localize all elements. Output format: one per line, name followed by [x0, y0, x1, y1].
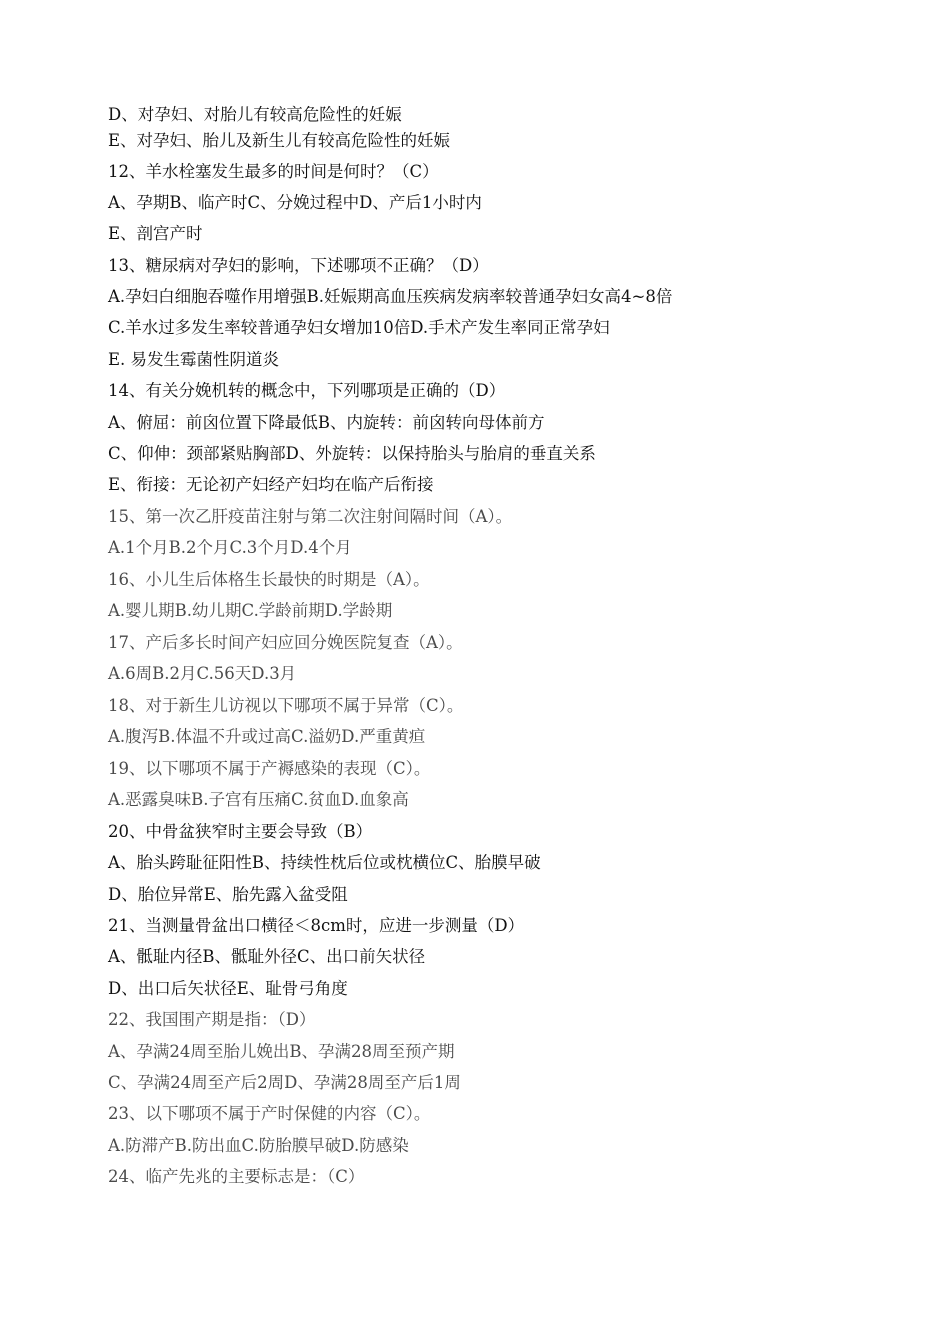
question-line: 20、中骨盆狭窄时主要会导致（B）	[108, 822, 373, 841]
question-line: 15、第一次乙肝疫苗注射与第二次注射间隔时间（A）。	[108, 507, 513, 526]
options-line: D、胎位异常E、胎先露入盆受阻	[108, 885, 348, 904]
question-line: 14、有关分娩机转的概念中，下列哪项是正确的（D）	[108, 381, 506, 400]
text-line: D、对孕妇、对胎儿有较高危险性的妊娠	[108, 105, 402, 124]
text-line: E、对孕妇、胎儿及新生儿有较高危险性的妊娠	[108, 131, 451, 150]
question-line: 17、产后多长时间产妇应回分娩医院复查（A）。	[108, 633, 463, 652]
question-line: 16、小儿生后体格生长最快的时期是（A）。	[108, 570, 430, 589]
options-line: E. 易发生霉菌性阴道炎	[108, 350, 280, 369]
question-line: 21、当测量骨盆出口横径＜8cm时，应进一步测量（D）	[108, 916, 525, 935]
question-line: 22、我国围产期是指：（D）	[108, 1010, 316, 1029]
options-line: A.1个月B.2个月C.3个月D.4个月	[108, 538, 352, 557]
question-line: 24、临产先兆的主要标志是：（C）	[108, 1167, 365, 1186]
options-line: A.恶露臭味B.子宫有压痛C.贫血D.血象高	[108, 790, 409, 809]
question-line: 18、对于新生儿访视以下哪项不属于异常（C）。	[108, 696, 464, 715]
options-line: E、衔接：无论初产妇经产妇均在临产后衔接	[108, 475, 434, 494]
options-line: C、仰伸：颈部紧贴胸部D、外旋转：以保持胎头与胎肩的垂直关系	[108, 444, 596, 463]
question-line: 23、以下哪项不属于产时保健的内容（C）。	[108, 1104, 431, 1123]
options-line: A.腹泻B.体温不升或过高C.溢奶D.严重黄疸	[108, 727, 426, 746]
options-line: A.6周B.2月C.56天D.3月	[108, 664, 297, 683]
question-line: 19、以下哪项不属于产褥感染的表现（C）。	[108, 759, 431, 778]
options-line: A.孕妇白细胞吞噬作用增强B.妊娠期高血压疾病发病率较普通孕妇女高4~8倍	[108, 287, 673, 306]
options-line: A、胎头跨耻征阳性B、持续性枕后位或枕横位C、胎膜早破	[108, 853, 541, 872]
options-line: D、出口后矢状径E、耻骨弓角度	[108, 979, 348, 998]
options-line: A.防滞产B.防出血C.防胎膜早破D.防感染	[108, 1136, 409, 1155]
options-line: C.羊水过多发生率较普通孕妇女增加10倍D.手术产发生率同正常孕妇	[108, 318, 610, 337]
options-line: E、剖宫产时	[108, 224, 203, 243]
options-line: A、孕满24周至胎儿娩出B、孕满28周至预产期	[108, 1042, 455, 1061]
question-line: 13、糖尿病对孕妇的影响，下述哪项不正确？（D）	[108, 256, 489, 275]
options-line: A、孕期B、临产时C、分娩过程中D、产后1小时内	[108, 193, 482, 212]
options-line: A、俯屈：前囟位置下降最低B、内旋转：前囟转向母体前方	[108, 413, 545, 432]
options-line: A.婴儿期B.幼儿期C.学龄前期D.学龄期	[108, 601, 393, 620]
options-line: A、骶耻内径B、骶耻外径C、出口前矢状径	[108, 947, 426, 966]
question-line: 12、羊水栓塞发生最多的时间是何时？（C）	[108, 162, 439, 181]
options-line: C、孕满24周至产后2周D、孕满28周至产后1周	[108, 1073, 461, 1092]
